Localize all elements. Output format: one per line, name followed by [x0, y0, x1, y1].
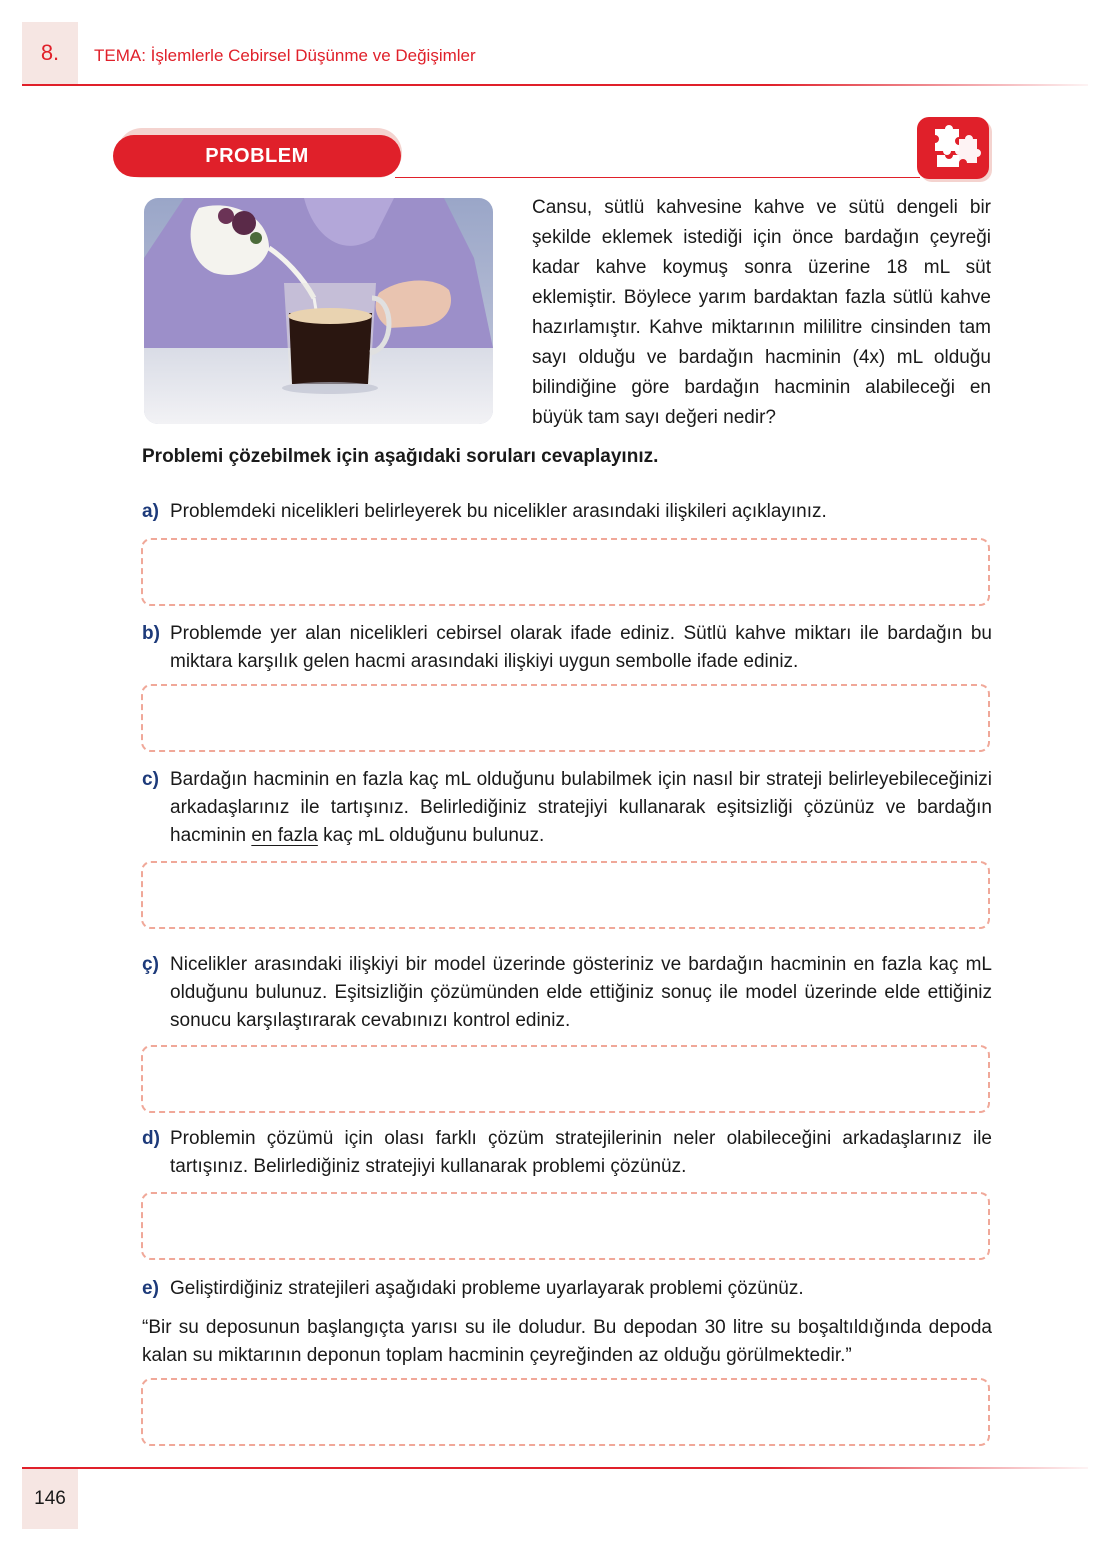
answer-box-d[interactable] — [141, 1192, 990, 1260]
answer-box-b[interactable] — [141, 684, 990, 752]
page-number: 146 — [34, 1488, 66, 1509]
answer-box-a[interactable] — [141, 538, 990, 606]
problem-banner — [113, 135, 401, 177]
question-text — [170, 766, 992, 850]
underlined-phrase: en fazla — [251, 825, 318, 846]
banner-underline — [395, 177, 920, 178]
question-letter: b) — [142, 623, 160, 644]
question-text: Nicelikler arasındaki ilişkiyi bir model üzerinde gösteriniz ve bardağın hacminin en fazla kaç mL olduğunu bulunuz. Eşitsizliğin çözümünden elde ettiğiniz sonuç ile model üzerinde elde ettiğiniz sonucu karşılaştırarak cevabınızı kontrol ediniz. — [170, 954, 992, 1031]
answer-box-c-cedilla[interactable] — [141, 1045, 990, 1113]
answer-box-c[interactable] — [141, 861, 990, 929]
quoted-problem: “Bir su deposunun başlangıçta yarısı su ile doludur. Bu depodan 30 litre su boşaltıldığında depoda kalan su miktarının deponun toplam hacminin çeyreğinden az olduğu görülmektedir.” — [142, 1317, 992, 1366]
question-e — [142, 1275, 992, 1303]
question-text: Problemin çözümü için olası farklı çözüm stratejilerinin neler olabileceğini arkadaşlarınız ile tartışınız. Belirlediğiniz stratejiyi kullanarak problemi çözünüz. — [170, 1128, 992, 1177]
footer-divider — [22, 1467, 1088, 1469]
question-text-part: kaç mL olduğunu bulunuz. — [317, 825, 545, 846]
question-c-cedilla — [142, 951, 992, 1035]
question-letter: d) — [142, 1128, 160, 1149]
problem-statement: Cansu, sütlü kahvesine kahve ve sütü dengeli bir şekilde eklemek istediği için önce bardağın çeyreği kadar kahve koymuş sonra üzerine 18 mL süt eklemiştir. Böylece yarım bardaktan fazla sütlü kahve hazırlamıştır. Kahve miktarının mililitre cinsinden tam sayı olduğu ve bardağın hacminin (4x) mL olduğu bilindiğine göre bardağın hacminin alabileceği en büyük tam sayı değeri nedir? — [532, 197, 991, 428]
question-letter: e) — [142, 1278, 159, 1299]
question-a — [142, 498, 992, 526]
puzzle-icon — [917, 117, 989, 179]
grade-badge — [22, 22, 78, 84]
question-letter: ç) — [142, 954, 159, 975]
theme-title: TEMA: İşlemlerle Cebirsel Düşünme ve Değişimler — [94, 46, 476, 65]
header-divider — [22, 84, 1088, 86]
question-b — [142, 620, 992, 676]
question-text-part: Bardağın hacminin en fazla kaç mL olduğunu bulabilmek için nasıl bir strateji belirleyebileceğinizi arkadaşlarınız ile tartışınız. Belirlediğiniz stratejiyi kullanarak eşitsizliği çözünüz ve bardağın hacminin — [170, 769, 992, 846]
grade-number: 8. — [40, 40, 60, 65]
problem-banner-label: PROBLEM — [205, 144, 309, 167]
question-text: Problemde yer alan nicelikleri cebirsel olarak ifade ediniz. Sütlü kahve miktarı ile bardağın bu miktara karşılık gelen hacmi arasındaki ilişkiyi uygun sembolle ifade ediniz. — [170, 623, 992, 672]
question-text: Geliştirdiğiniz stratejileri aşağıdaki probleme uyarlayarak problemi çözünüz. — [170, 1278, 804, 1299]
question-d — [142, 1125, 992, 1181]
coffee-milk-photo — [144, 198, 493, 424]
page-number-box — [22, 1469, 78, 1529]
question-letter: a) — [142, 501, 159, 522]
question-c — [142, 766, 992, 850]
answer-box-e[interactable] — [141, 1378, 990, 1446]
question-letter: c) — [142, 769, 159, 790]
instruction: Problemi çözebilmek için aşağıdaki soruları cevaplayınız. — [142, 446, 659, 467]
question-text: Problemdeki nicelikleri belirleyerek bu nicelikler arasındaki ilişkileri açıklayınız. — [170, 501, 827, 522]
